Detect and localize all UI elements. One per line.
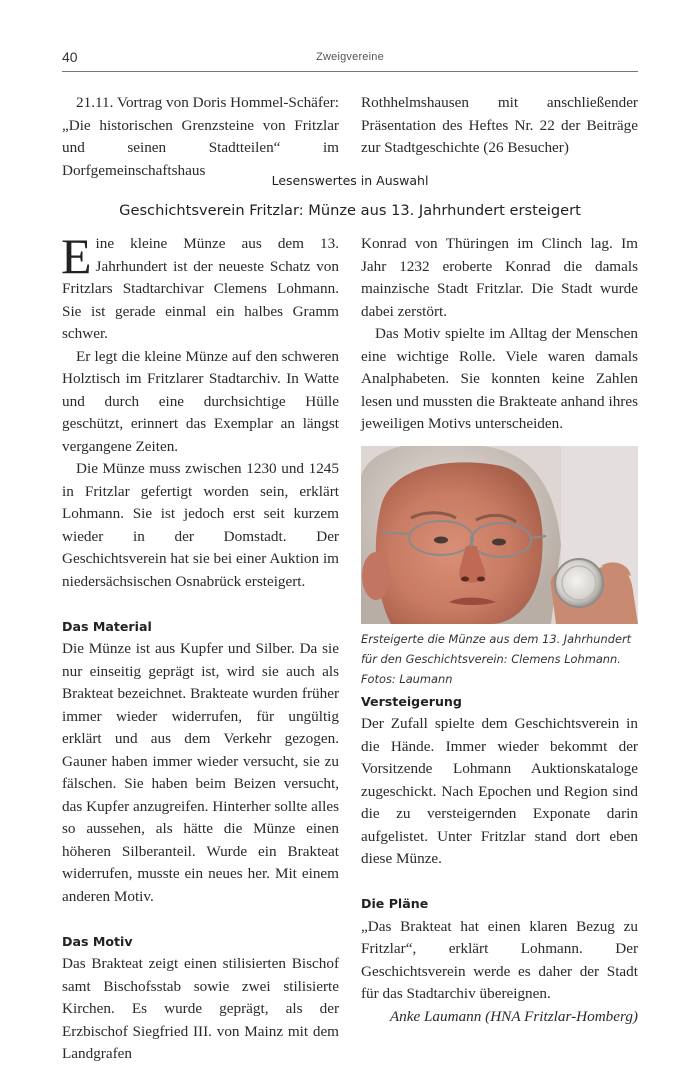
intro-column-left xyxy=(62,92,339,182)
spacer xyxy=(62,593,339,616)
article-column-left xyxy=(61,228,339,1066)
page-number: 40 xyxy=(62,49,78,65)
article-byline: Anke Laumann (HNA Fritzlar-Homberg) xyxy=(389,1007,638,1025)
photo-caption: Ersteigerte die Münze aus dem 13. Jahrhundert für den Geschichtsverein: Clemens Lohmann. Fotos: Laumann xyxy=(361,631,632,686)
subhead-versteigerung: Versteigerung xyxy=(361,693,462,709)
intro-paragraph-right: Rothhelmshausen mit anschließender Präsentation des Heftes Nr. 22 der Beiträge zur Stadtgeschichte (26 Besucher) xyxy=(361,94,638,156)
article-title: Geschichtsverein Fritzlar: Münze aus 13. Jahrhundert ersteigert xyxy=(119,202,581,219)
motiv-paragraph-continued: Konrad von Thüringen im Clinch lag. Im Jahr 1232 eroberte Konrad die damals mainzische Stadt Fritzlar. Die Stadt wurde dabei zerstört. xyxy=(361,235,638,320)
motiv-paragraph-2: Das Motiv spielte im Alltag der Menschen eine wichtige Rolle. Viele waren damals Analphabeten. Sie konnten keine Zahlen lesen und mussten die Brakteate anhand ihres jeweiligen Motivs unterscheiden. xyxy=(361,325,638,432)
article-photo xyxy=(361,446,638,624)
article-paragraph-1 xyxy=(61,228,339,346)
header-rule xyxy=(62,71,638,72)
versteigerung-paragraph: Der Zufall spielte dem Geschichtsverein in die Hände. Immer wieder bekommt der Vorsitzende Lohmann Auktionskataloge zugeschickt. Nach Epochen und Region sind die zu versteigernden Exponate darin aufgelistet. Unter Fritzlar stand dort eben diese Münze. xyxy=(361,715,638,867)
section-kicker: Lesenswertes in Auswahl xyxy=(271,173,429,188)
article-column-right xyxy=(361,233,638,1028)
running-head: Zweigvereine xyxy=(316,51,384,63)
article-paragraph-1-text: ine kleine Münze aus dem 13. Jahrhundert ist der neueste Schatz von Fritzlars Stadtarchivar Clemens Lohmann. Sie ist gerade einmal ein halbes Gramm schwer. xyxy=(62,235,339,342)
subhead-motiv: Das Motiv xyxy=(62,933,133,949)
drop-cap: E xyxy=(61,228,92,284)
motiv-paragraph-start: Das Brakteat zeigt einen stilisierten Bischof samt Bischofsstab sowie zwei stilisierte Kirchen. Es wurde geprägt, als der Erzbischof Siegfried III. von Mainz mit dem Landgrafen xyxy=(62,955,339,1062)
portrait-photo-illustration xyxy=(361,446,638,624)
intro-paragraph-left: 21.11. Vortrag von Doris Hommel-Schäfer: „Die historischen Grenzsteine von Fritzlar und seinen Stadtteilen“ im Dorfgemeinschaftshaus xyxy=(62,94,339,179)
subhead-material: Das Material xyxy=(62,618,152,634)
material-paragraph: Die Münze ist aus Kupfer und Silber. Da sie nur einseitig geprägt ist, wird sie auch als Brakteat bezeichnet. Brakteate wurden früher immer wieder widerrufen, für ungültig erklärt und aus dem Verkehr gezogen. Gauner haben immer wieder versucht, sie zu fälschen. Sie haben beim Beizen versucht, das Kupfer anzugreifen. Hinterher sollte alles so aussehen, als hätte die Münze einen höheren Silberanteil. Wurde ein Brakteat widerrufen, musste ein neues her. Mit einem anderen Motiv. xyxy=(62,640,339,905)
spacer xyxy=(361,871,638,894)
spacer xyxy=(62,908,339,931)
article-paragraph-2: Er legt die kleine Münze auf den schweren Holztisch im Fritzlarer Stadtarchiv. In Watte und durch eine durchsichtige Hülle geschützt, erinnert das Exemplar an längst vergangene Zeiten. xyxy=(62,347,339,455)
article-paragraph-3: Die Münze muss zwischen 1230 und 1245 in Fritzlar gefertigt worden sein, erklärt Lohmann. Sie ist jedoch erst seit kurzem wieder in der Domstadt. Der Geschichtsverein hat sie bei einer Auktion im niedersächsischen Osnabrück ersteigert. xyxy=(62,460,339,590)
plaene-paragraph: „Das Brakteat hat einen klaren Bezug zu Fritzlar“, erklärt Lohmann. Der Geschichtsverein werde es daher der Stadt für das Stadtarchiv übereignen. xyxy=(361,917,638,1002)
intro-column-right xyxy=(361,92,638,160)
subhead-plaene: Die Pläne xyxy=(361,896,429,911)
